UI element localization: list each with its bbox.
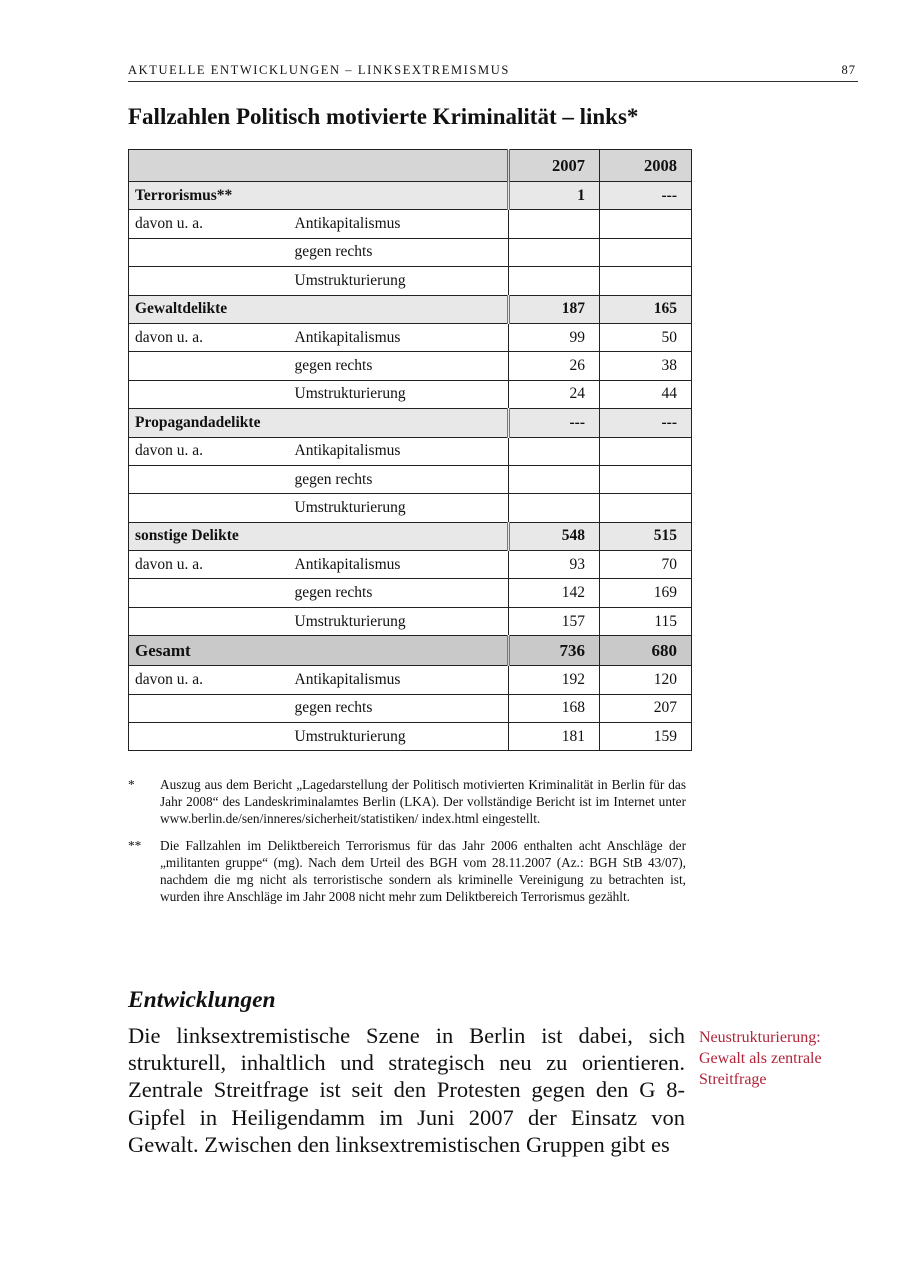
margin-note-line: Streitfrage — [699, 1071, 767, 1088]
category-label: Propagandadelikte — [129, 409, 509, 437]
row-sublabel: Antikapitalismus — [289, 437, 509, 465]
footnote — [128, 776, 686, 828]
value-2007 — [509, 238, 600, 266]
value-2007: 181 — [509, 723, 600, 751]
value-2008: 38 — [600, 352, 692, 380]
value-2007: 168 — [509, 694, 600, 722]
table-title: Fallzahlen Politisch motivierte Kriminalität – links* — [128, 104, 639, 129]
category-label: Gesamt — [129, 636, 509, 666]
row-sublabel: gegen rechts — [289, 465, 509, 493]
value-2008: 115 — [600, 607, 692, 635]
row-sublabel: Umstrukturierung — [289, 723, 509, 751]
value-2007 — [509, 267, 600, 295]
table-row — [129, 210, 692, 238]
value-2007: 93 — [509, 551, 600, 579]
value-2008: 44 — [600, 380, 692, 408]
footnote-mark: * — [128, 777, 135, 792]
table-row — [129, 579, 692, 607]
table-row — [129, 437, 692, 465]
row-label — [129, 607, 289, 635]
body-paragraph: Die linksextremistische Szene in Berlin ist dabei, sich strukturell, inhaltlich und strategisch neu zu orientieren. Zentrale Streitfrage ist seit den Protesten gegen den G 8-Gipfel in Heiligendamm im Juni 2007 der Einsatz von Gewalt. Zwischen den linksextremistischen Gruppen gibt es — [128, 1023, 685, 1157]
value-2007: 187 — [509, 295, 600, 323]
value-2008: 159 — [600, 723, 692, 751]
table-row — [129, 323, 692, 351]
table-row — [129, 723, 692, 751]
value-2007 — [509, 494, 600, 522]
table-row — [129, 238, 692, 266]
margin-note — [699, 1027, 869, 1090]
row-label — [129, 579, 289, 607]
row-sublabel: Umstrukturierung — [289, 494, 509, 522]
row-label: davon u. a. — [129, 323, 289, 351]
row-label — [129, 238, 289, 266]
row-label — [129, 380, 289, 408]
value-2008: 120 — [600, 666, 692, 694]
table-row — [129, 494, 692, 522]
row-label — [129, 723, 289, 751]
category-row — [129, 409, 692, 437]
value-2007: 157 — [509, 607, 600, 635]
margin-note-line: Neustrukturierung: — [699, 1029, 821, 1046]
total-row — [129, 636, 692, 666]
value-2008: 50 — [600, 323, 692, 351]
footnote-text: Die Fallzahlen im Deliktbereich Terrorismus für das Jahr 2006 enthalten acht Anschläge der „militanten gruppe“ (mg). Nach dem Urteil des BGH vom 28.11.2007 (Az.: BGH StB 43/07), nachdem die mg nicht als terroristische sondern als kriminelle Vereinigung zu betrachten ist, wurden ihre Anschläge im Jahr 2008 nicht mehr zum Deliktbereich Terrorismus gezählt. — [160, 837, 686, 905]
row-label — [129, 694, 289, 722]
row-sublabel: Umstrukturierung — [289, 267, 509, 295]
value-2007: 99 — [509, 323, 600, 351]
case-numbers-table — [128, 149, 692, 751]
footnotes — [128, 776, 686, 914]
table-row — [129, 380, 692, 408]
row-label — [129, 494, 289, 522]
value-2008: 515 — [600, 522, 692, 550]
year-header-2007: 2007 — [509, 150, 600, 182]
category-row — [129, 182, 692, 210]
row-label: davon u. a. — [129, 210, 289, 238]
value-2007: 548 — [509, 522, 600, 550]
year-header-2008: 2008 — [600, 150, 692, 182]
table-body — [129, 150, 692, 751]
table-row — [129, 465, 692, 493]
table-row — [129, 352, 692, 380]
table-row — [129, 694, 692, 722]
category-row — [129, 522, 692, 550]
value-2008 — [600, 494, 692, 522]
row-sublabel: Antikapitalismus — [289, 666, 509, 694]
category-label: Terrorismus** — [129, 182, 509, 210]
table-header-row — [129, 150, 692, 182]
value-2008: 70 — [600, 551, 692, 579]
row-sublabel: gegen rechts — [289, 352, 509, 380]
footnote — [128, 837, 686, 906]
value-2007 — [509, 437, 600, 465]
footnote-text: Auszug aus dem Bericht „Lagedarstellung der Politisch motivierten Kriminalität in Berlin für das Jahr 2008“ des Landeskriminalamtes Berlin (LKA). Der vollständige Bericht ist im Internet unter www.berlin.de/sen/inneres/sicherheit/statistiken/ index.html eingestellt. — [160, 777, 686, 827]
value-2008: 169 — [600, 579, 692, 607]
row-sublabel: Antikapitalismus — [289, 323, 509, 351]
table-row — [129, 267, 692, 295]
value-2007: 142 — [509, 579, 600, 607]
value-2007: 192 — [509, 666, 600, 694]
value-2008: 165 — [600, 295, 692, 323]
value-2007: 1 — [509, 182, 600, 210]
value-2008 — [600, 238, 692, 266]
footnote-mark: ** — [128, 837, 142, 853]
row-sublabel: gegen rechts — [289, 694, 509, 722]
value-2008: 207 — [600, 694, 692, 722]
row-sublabel: Antikapitalismus — [289, 551, 509, 579]
value-2007: 26 — [509, 352, 600, 380]
row-label: davon u. a. — [129, 551, 289, 579]
value-2007: 24 — [509, 380, 600, 408]
row-sublabel: Antikapitalismus — [289, 210, 509, 238]
value-2008 — [600, 267, 692, 295]
section-heading: Entwicklungen — [128, 987, 276, 1013]
row-label — [129, 465, 289, 493]
category-row — [129, 295, 692, 323]
category-label: sonstige Delikte — [129, 522, 509, 550]
row-label — [129, 267, 289, 295]
value-2007 — [509, 465, 600, 493]
value-2008 — [600, 210, 692, 238]
table-row — [129, 666, 692, 694]
running-title: AKTUELLE ENTWICKLUNGEN – LINKSEXTREMISMUS — [128, 63, 510, 77]
margin-note-line: Gewalt als zentrale — [699, 1050, 822, 1067]
row-label: davon u. a. — [129, 666, 289, 694]
value-2007: 736 — [509, 636, 600, 666]
value-2008: --- — [600, 182, 692, 210]
value-2008: 680 — [600, 636, 692, 666]
header-blank-cell — [129, 150, 509, 182]
running-header — [128, 62, 858, 82]
row-label — [129, 352, 289, 380]
table-row — [129, 607, 692, 635]
value-2007: --- — [509, 409, 600, 437]
page-number: 87 — [841, 63, 856, 77]
value-2007 — [509, 210, 600, 238]
category-label: Gewaltdelikte — [129, 295, 509, 323]
value-2008 — [600, 465, 692, 493]
value-2008: --- — [600, 409, 692, 437]
row-sublabel: gegen rechts — [289, 238, 509, 266]
row-sublabel: gegen rechts — [289, 579, 509, 607]
row-sublabel: Umstrukturierung — [289, 380, 509, 408]
row-label: davon u. a. — [129, 437, 289, 465]
row-sublabel: Umstrukturierung — [289, 607, 509, 635]
table-row — [129, 551, 692, 579]
value-2008 — [600, 437, 692, 465]
